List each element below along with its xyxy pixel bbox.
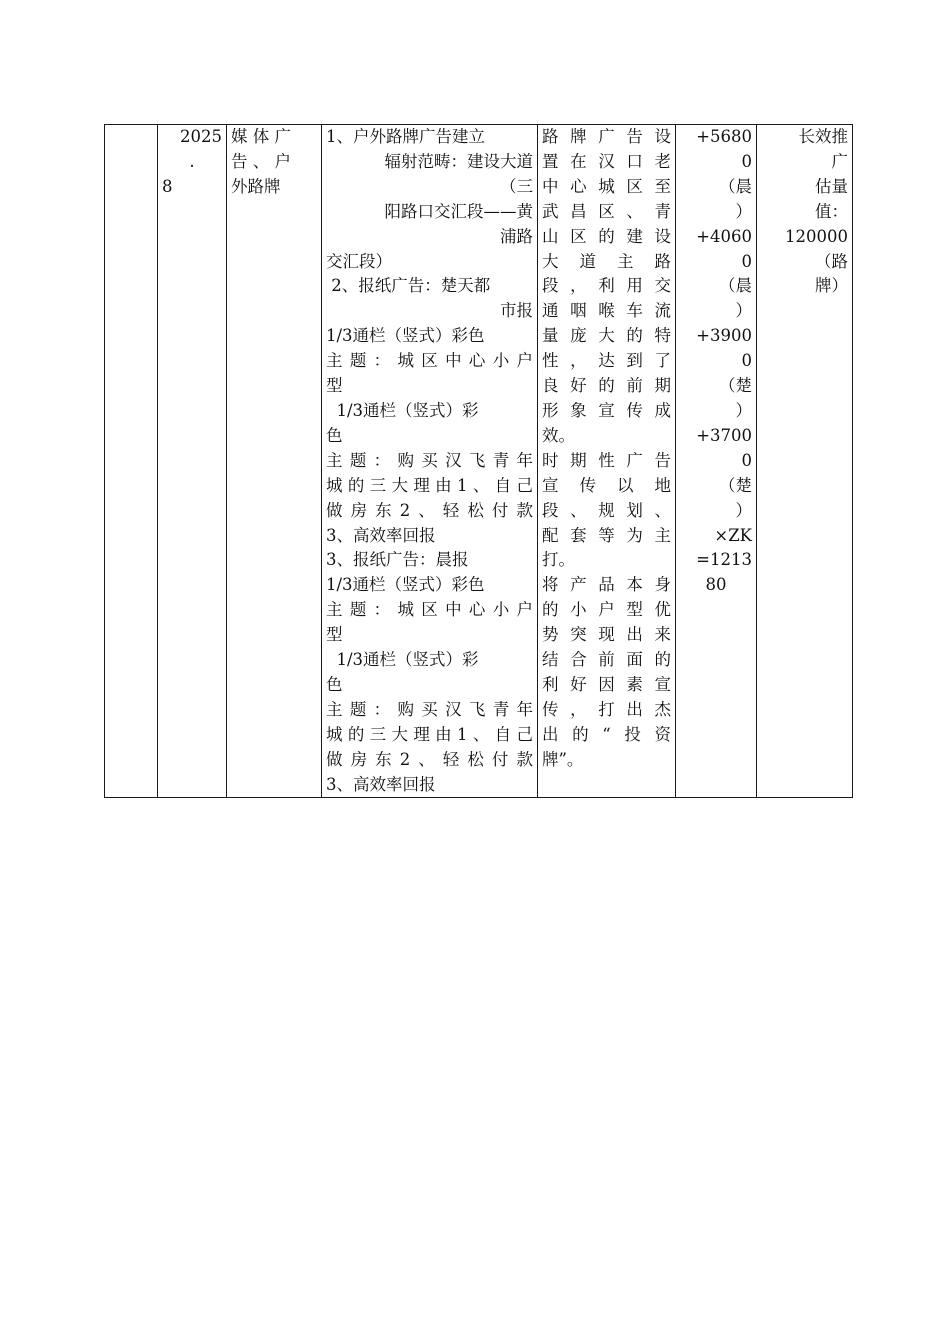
- content-line: 城的三大理由1、自己: [326, 475, 533, 495]
- effect-line: 时期性广告: [542, 450, 671, 470]
- effect-line: 结合前面的: [542, 650, 671, 670]
- effect-line: 性，达到了: [542, 351, 671, 371]
- effect-line: 宣 传 以 地: [542, 475, 671, 495]
- value-line: 广: [831, 151, 848, 171]
- content-line: 主题：城区中心小户: [326, 351, 533, 371]
- content-line: 3、报纸广告：晨报: [326, 550, 469, 570]
- value-line: （路: [815, 251, 848, 271]
- media-type-cell: [227, 125, 322, 798]
- effect-line: 配套等为主: [542, 525, 671, 545]
- cost-line: +4060: [696, 226, 752, 246]
- content-line: 交汇段）: [326, 251, 392, 271]
- effect-line: 大 道 主 路: [542, 251, 671, 271]
- cost-line: 0: [741, 251, 752, 271]
- content-line: 主题：购买汉飞青年: [326, 699, 533, 719]
- cost-line: +3900: [696, 326, 752, 346]
- effect-line: 牌”。: [542, 749, 584, 769]
- cost-line: （楚: [719, 475, 752, 495]
- date-line: 8: [162, 176, 173, 196]
- effect-line: 山区的建设: [542, 226, 671, 246]
- blank-cell: [105, 125, 158, 798]
- table-row: [105, 125, 853, 798]
- cost-line: ）: [735, 500, 752, 520]
- ad-plan-table: [104, 124, 853, 798]
- value-line: 牌）: [815, 276, 848, 296]
- cost-line: 0: [741, 351, 752, 371]
- value-line: 值：: [815, 201, 848, 221]
- cost-line: ）: [735, 400, 752, 420]
- cost-line: 80: [705, 575, 727, 595]
- content-line: 城的三大理由1、自己: [326, 724, 533, 744]
- content-line: 型: [326, 625, 343, 645]
- value-line: 120000: [785, 226, 848, 246]
- content-line: 色: [326, 425, 343, 445]
- value-line: 估量: [815, 176, 848, 196]
- content-line: 1、户外路牌广告建立: [326, 127, 485, 146]
- date-line: .: [189, 151, 195, 171]
- media-type-line: 告 、 户: [231, 151, 291, 171]
- media-type-line: 外路牌: [231, 176, 281, 196]
- effect-line: 形象宣传成: [542, 400, 671, 420]
- content-line: 1/3通栏（竖式）彩: [326, 650, 479, 670]
- media-type-line: 媒 体 广: [231, 127, 291, 146]
- cost-line: （晨: [719, 276, 752, 296]
- effect-line: 利好因素宣: [542, 674, 671, 694]
- cost-line: ）: [735, 301, 752, 321]
- date-cell: [158, 125, 227, 798]
- cost-line: =1213: [696, 550, 752, 570]
- effect-line: 效。: [542, 425, 575, 445]
- ad-content-cell: [322, 125, 538, 798]
- cost-line: 0: [741, 151, 752, 171]
- content-line: 市报: [500, 301, 533, 321]
- cost-line: +3700: [696, 425, 752, 445]
- effect-line: 出的“投资: [542, 724, 671, 744]
- content-line: 3、高效率回报: [326, 525, 436, 545]
- content-line: 2、报纸广告：楚天都: [326, 276, 491, 296]
- effect-line: 中心城区至: [542, 176, 671, 196]
- effect-line: 量庞大的特: [542, 326, 671, 346]
- content-line: 浦路: [500, 226, 533, 246]
- estimated-value-cell: [757, 125, 853, 798]
- cost-line: 0: [741, 450, 752, 470]
- effect-line: 路牌广告设: [542, 127, 671, 146]
- effect-line: 将产品本身: [542, 575, 671, 595]
- cost-line: ×ZK: [714, 525, 752, 545]
- content-line: 阳路口交汇段——黄: [384, 201, 533, 221]
- cost-cell: [676, 125, 757, 798]
- cost-line: +5680: [696, 127, 752, 146]
- value-line: 长效推: [798, 127, 848, 146]
- content-line: 型: [326, 376, 343, 396]
- effect-line: 置在汉口老: [542, 151, 671, 171]
- effect-line: 良好的前期: [542, 376, 671, 396]
- content-line: 做房东2、轻松付款: [326, 749, 533, 769]
- content-line: （三: [500, 176, 533, 196]
- effect-line: 段、规划、: [542, 500, 671, 520]
- content-line: 1/3通栏（竖式）彩色: [326, 575, 485, 595]
- cost-line: （晨: [719, 176, 752, 196]
- effect-line: 打。: [542, 550, 575, 570]
- cost-line: ）: [735, 201, 752, 221]
- effect-line: 的小户型优: [542, 600, 671, 620]
- content-line: 色: [326, 674, 343, 694]
- date-line: 2025: [180, 127, 222, 146]
- effect-line: 传，打出杰: [542, 699, 671, 719]
- effect-line: 武昌区、青: [542, 201, 671, 221]
- content-line: 辐射范畴：建设大道: [384, 151, 533, 171]
- content-line: 主题：购买汉飞青年: [326, 450, 533, 470]
- content-line: 3、高效率回报: [326, 774, 436, 794]
- effect-cell: [538, 125, 676, 798]
- effect-line: 段，利用交: [542, 276, 671, 296]
- content-line: 做房东2、轻松付款: [326, 500, 533, 520]
- cost-line: （楚: [719, 376, 752, 396]
- content-line: 1/3通栏（竖式）彩: [326, 400, 479, 420]
- effect-line: 势突现出来: [542, 625, 671, 645]
- content-line: 1/3通栏（竖式）彩色: [326, 326, 485, 346]
- effect-line: 通咽喉车流: [542, 301, 671, 321]
- content-line: 主题：城区中心小户: [326, 600, 533, 620]
